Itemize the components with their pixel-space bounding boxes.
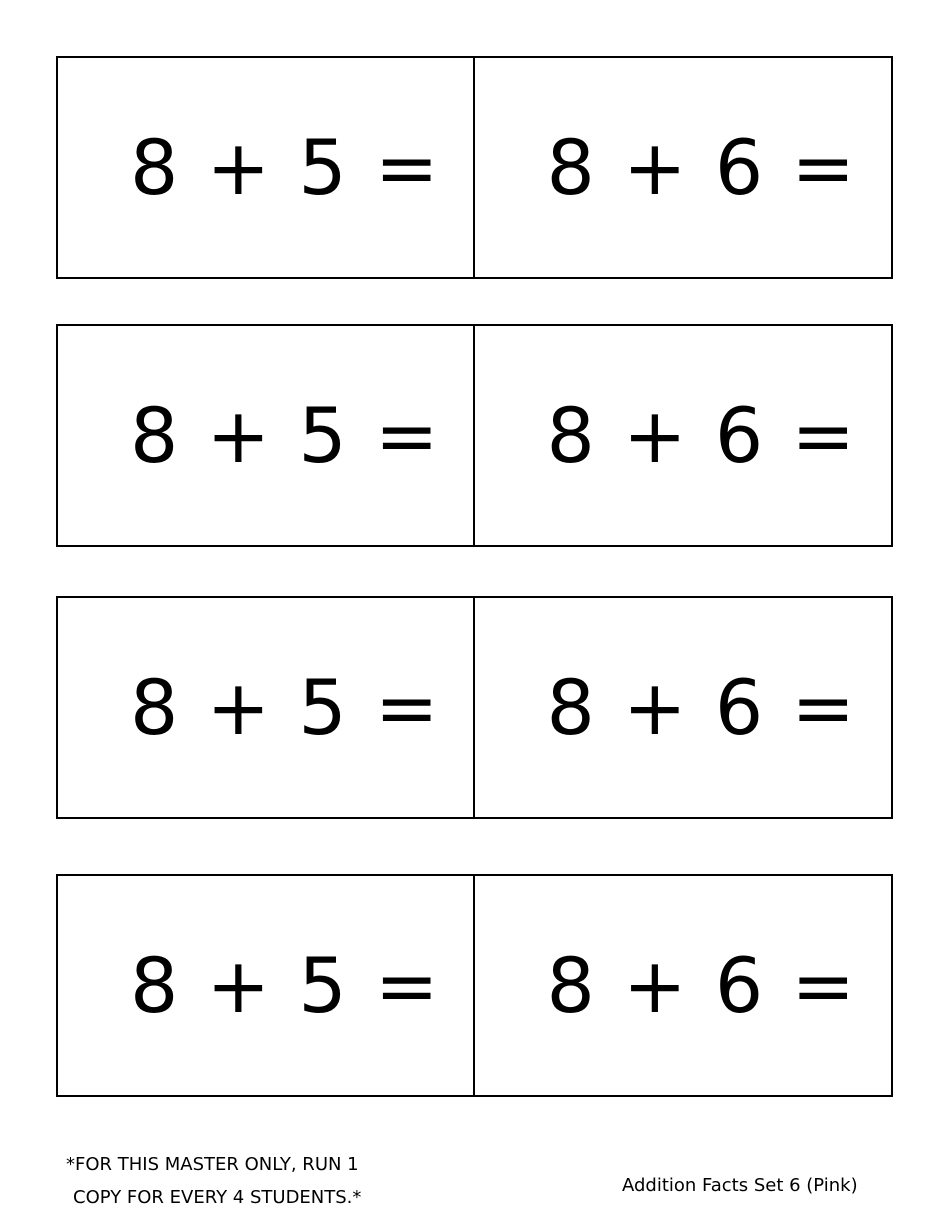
flash-card xyxy=(475,326,892,545)
addition-fact: 8 + 6 = xyxy=(546,940,858,1030)
flash-card-row xyxy=(56,596,893,819)
flash-card-row xyxy=(56,874,893,1097)
flash-card xyxy=(475,58,892,277)
flash-card xyxy=(58,598,475,817)
addition-fact: 8 + 6 = xyxy=(546,390,858,480)
flash-card xyxy=(58,326,475,545)
flash-card-row xyxy=(56,56,893,279)
addition-fact: 8 + 5 = xyxy=(130,662,441,752)
addition-fact: 8 + 5 = xyxy=(130,940,441,1030)
set-label: Addition Facts Set 6 (Pink) xyxy=(622,1175,858,1196)
addition-fact: 8 + 5 = xyxy=(130,390,441,480)
flash-card-row xyxy=(56,324,893,547)
addition-fact: 8 + 5 = xyxy=(130,122,441,212)
flash-card xyxy=(475,876,892,1095)
print-instruction-line: *FOR THIS MASTER ONLY, RUN 1 xyxy=(66,1154,359,1175)
flash-card xyxy=(58,876,475,1095)
addition-fact: 8 + 6 = xyxy=(546,122,858,212)
flash-card xyxy=(475,598,892,817)
flash-card xyxy=(58,58,475,277)
print-instruction-note xyxy=(66,1148,361,1214)
addition-fact: 8 + 6 = xyxy=(546,662,858,752)
print-instruction-line: COPY FOR EVERY 4 STUDENTS.* xyxy=(73,1187,362,1208)
